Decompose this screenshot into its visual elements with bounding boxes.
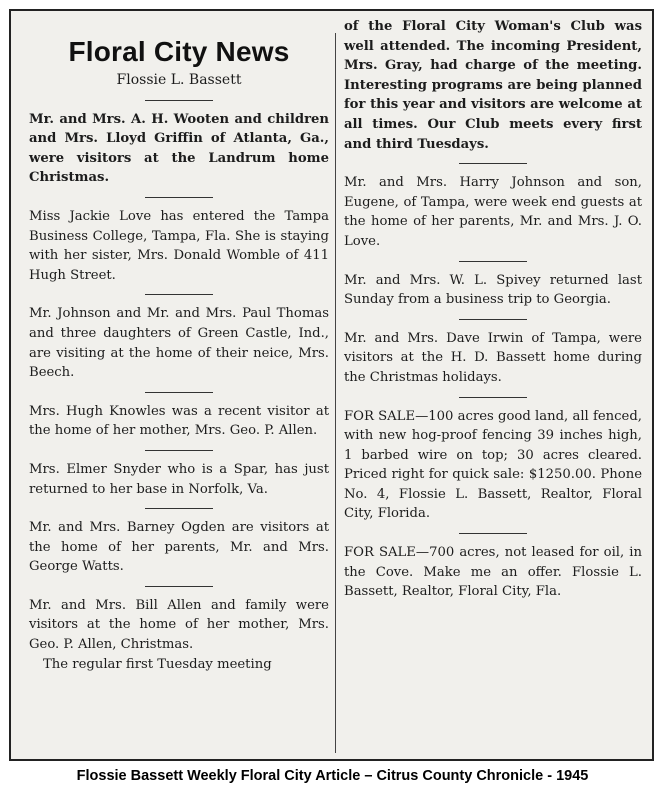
byline: Flossie L. Bassett <box>116 72 242 88</box>
divider-rule <box>459 397 527 398</box>
divider-rule <box>145 197 213 198</box>
news-item: Miss Jackie Love has entered the Tampa Business College, Tampa, Fla. She is staying with her sister, Mrs. Donald Womble of 411 Hugh Street. <box>29 208 329 283</box>
news-item: Mr. and Mrs. W. L. Spivey returned last Sunday from a business trip to Georgia. <box>344 272 642 308</box>
news-item: Mr. Johnson and Mr. and Mrs. Paul Thomas and three daughters of Green Castle, Ind., are visiting at the home of their neice, Mrs. Beech. <box>29 306 329 381</box>
news-item-continued: The regular first Tuesday meeting <box>43 656 272 672</box>
news-item: Mr. and Mrs. A. H. Wooten and children and Mrs. Lloyd Griffin of Atlanta, Ga., were visitors at the Landrum home Christmas. <box>29 111 329 186</box>
news-item: Mr. and Mrs. Dave Irwin of Tampa, were visitors at the H. D. Bassett home during the Christmas holidays. <box>344 330 642 385</box>
left-column <box>29 17 329 753</box>
right-column <box>344 17 642 753</box>
headline: Floral City News <box>68 36 290 67</box>
news-item: Mrs. Elmer Snyder who is a Spar, has just returned to her base in Norfolk, Va. <box>29 461 329 497</box>
divider-rule <box>145 392 213 393</box>
divider-rule <box>145 294 213 295</box>
classified-ad: FOR SALE—100 acres good land, all fenced, with new hog-proof fencing 39 inches high, 1 barbed wire on top; 30 acres cleared. Priced right for quick sale: $1250.00. Phone No. 4, Flossie L. Bassett, Realtor, Floral City, Florida. <box>344 408 642 522</box>
classified-ad: FOR SALE—700 acres, not leased for oil, in the Cove. Make me an offer. Flossie L. Bassett, Realtor, Floral City, Fla. <box>344 545 642 600</box>
column-divider <box>335 33 336 753</box>
news-item: Mr. and Mrs. Barney Ogden are visitors at the home of her parents, Mr. and Mrs. George Watts. <box>29 520 329 575</box>
divider-rule <box>459 261 527 262</box>
divider-rule <box>459 533 527 534</box>
divider-rule <box>459 319 527 320</box>
news-item: of the Floral City Woman's Club was well attended. The incoming President, Mrs. Gray, had charge of the meeting. Interesting programs are being planned for this year and visitors are welcome at all times. Our Club meets every first and third Tuesdays. <box>344 19 642 152</box>
news-item: Mrs. Hugh Knowles was a recent visitor at the home of her mother, Mrs. Geo. P. Allen. <box>29 403 329 439</box>
divider-rule <box>145 450 213 451</box>
news-item: Mr. and Mrs. Bill Allen and family were visitors at the home of her mother, Mrs. Geo. P. Allen, Christmas. <box>29 597 329 653</box>
divider-rule <box>145 586 213 587</box>
divider-rule <box>459 163 527 164</box>
news-item: Mr. and Mrs. Harry Johnson and son, Eugene, of Tampa, were week end guests at the home of her parents, Mr. and Mrs. J. O. Love. <box>344 175 642 249</box>
divider-rule <box>145 508 213 509</box>
image-caption: Flossie Bassett Weekly Floral City Article – Citrus County Chronicle - 1945 <box>76 768 589 784</box>
divider-rule <box>145 100 213 101</box>
newspaper-clipping <box>9 9 654 761</box>
